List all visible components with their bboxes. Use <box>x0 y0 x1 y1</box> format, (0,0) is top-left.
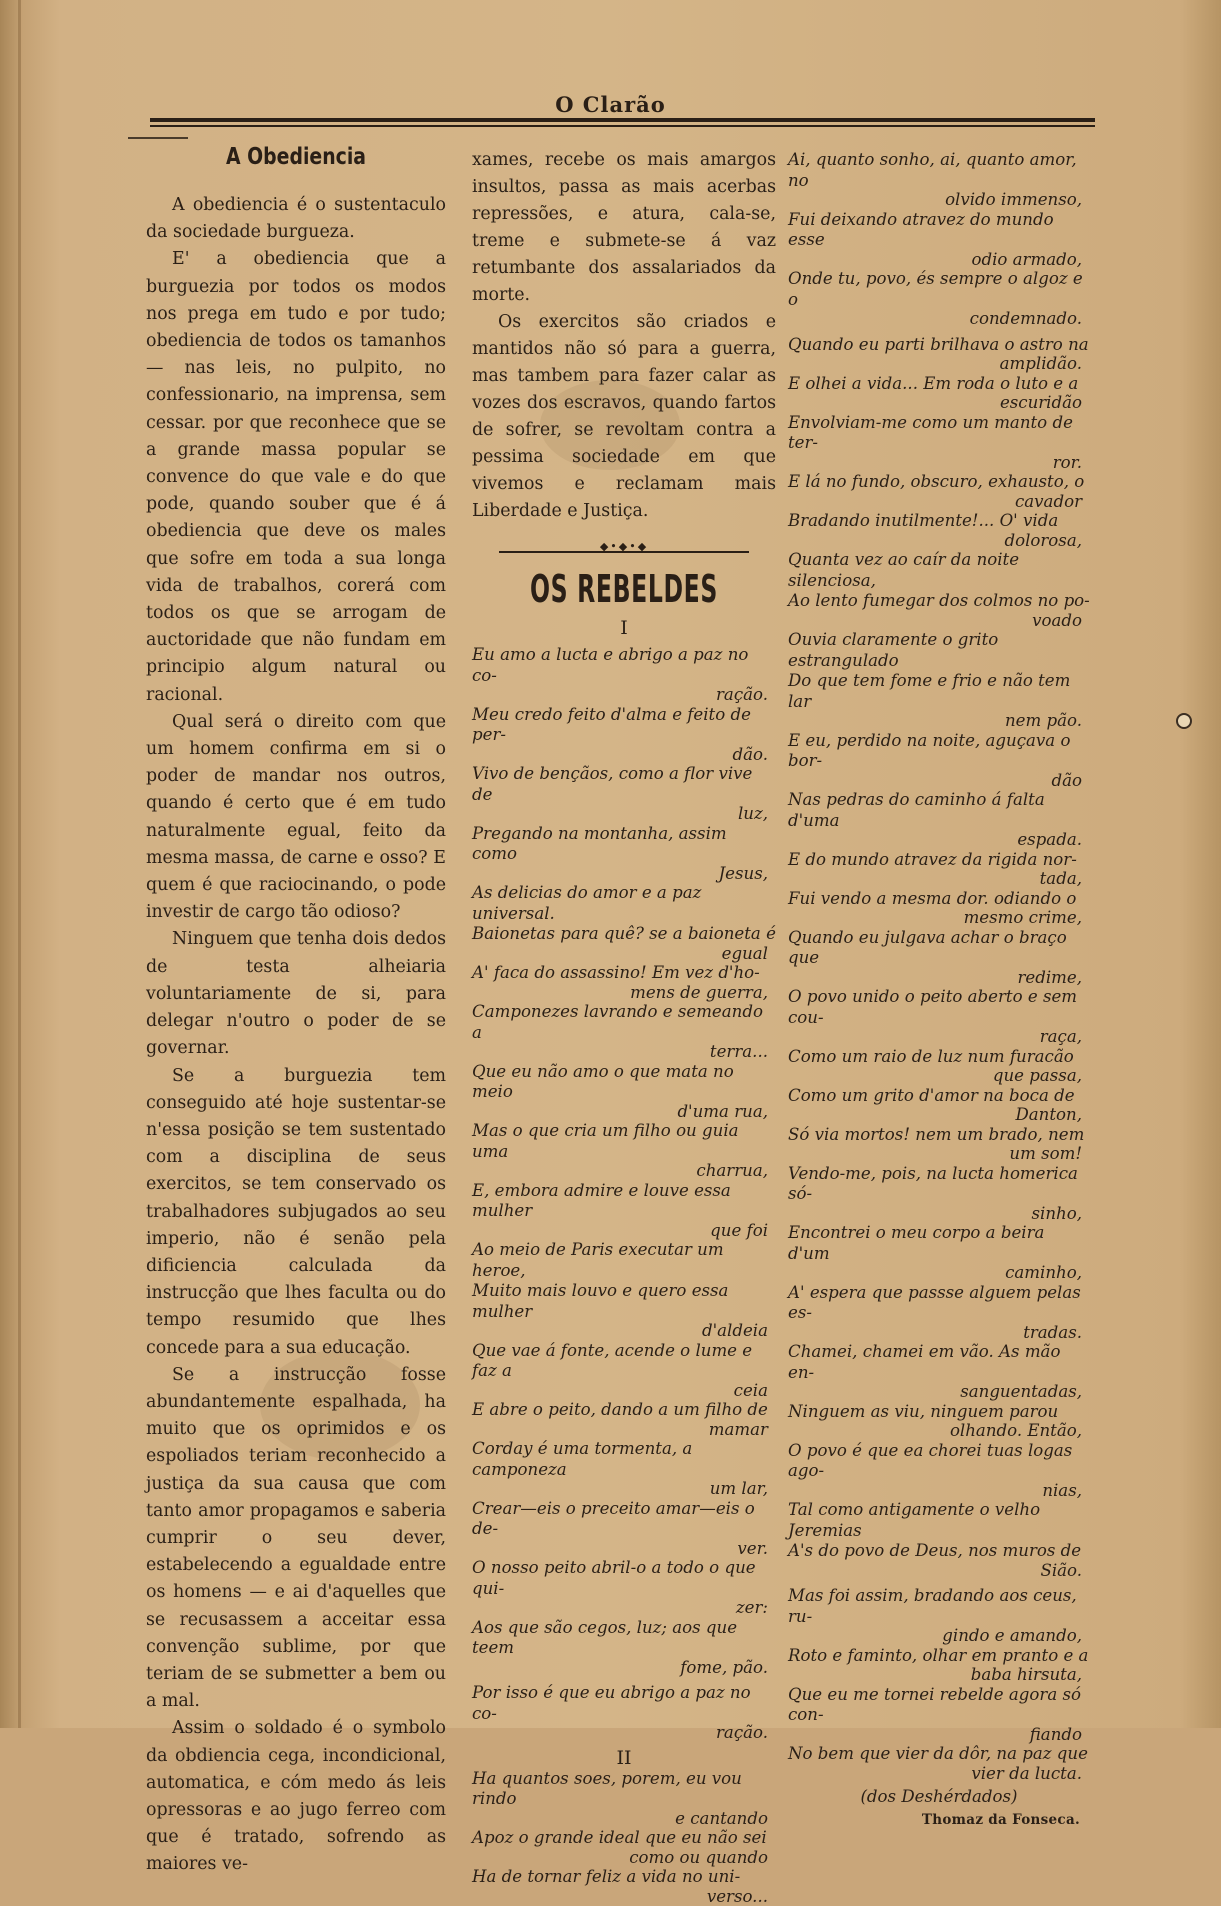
poem-line-continuation: escuridão <box>788 394 1090 413</box>
poem-line-continuation: egual <box>472 945 776 964</box>
poem-line-text: Ao lento fumegar dos colmos no po- <box>788 591 1090 612</box>
poem-line-continuation: dolorosa, <box>788 532 1090 551</box>
ornament-divider <box>499 547 749 557</box>
poem-line-continuation: voado <box>788 612 1090 631</box>
poem-title: OS REBELDES <box>530 567 718 611</box>
poem-line-text: A' espera que passse alguem pelas es- <box>788 1283 1090 1324</box>
poem-line <box>788 928 1090 988</box>
poem-line <box>472 924 776 963</box>
page-fold <box>18 0 21 1728</box>
poem-line <box>788 150 1090 210</box>
poem-line <box>472 1181 776 1241</box>
poem-line-continuation: mens de guerra, <box>472 984 776 1003</box>
poem-line <box>788 1541 1090 1580</box>
poem-line-continuation: fiando <box>788 1726 1090 1745</box>
poem-line <box>472 1499 776 1559</box>
poem-line-continuation: ver. <box>472 1540 776 1559</box>
poem-line-text: Roto e faminto, olhar em pranto e a <box>788 1646 1090 1667</box>
poem-line <box>788 550 1090 591</box>
poem-line-text: E do mundo atravez da rigida nor- <box>788 850 1090 871</box>
poem-line <box>472 1062 776 1122</box>
poem-author: Thomaz da Fonseca. <box>788 1812 1090 1828</box>
poem-line-text: Meu credo feito d'alma e feito de per- <box>472 705 776 746</box>
poem-line <box>788 1086 1090 1125</box>
poem-line <box>788 987 1090 1047</box>
poem-line-text: Camponezes lavrando e semeando a <box>472 1002 776 1043</box>
poem-line-text: Nas pedras do caminho á falta d'uma <box>788 790 1090 831</box>
poem-line-text: Ouvia claramente o grito estrangulado <box>788 630 1090 671</box>
poem-line-continuation: redime, <box>788 969 1090 988</box>
poem-line <box>788 731 1090 791</box>
poem-line-continuation: olhando. Então, <box>788 1422 1090 1441</box>
poem-line <box>472 1281 776 1341</box>
poem-line-continuation: condemnado. <box>788 310 1090 329</box>
poem-line-text: Que vae á fonte, acende o lume e faz a <box>472 1341 776 1382</box>
poem-line-continuation: fome, pão. <box>472 1659 776 1678</box>
poem-line-continuation: Sião. <box>788 1562 1090 1581</box>
poem-line-continuation: ração. <box>472 686 776 705</box>
masthead-title: O Clarão <box>0 92 1221 117</box>
poem-line <box>472 1002 776 1062</box>
poem-line <box>788 1586 1090 1646</box>
poem-line <box>788 1685 1090 1745</box>
poem-line-text: E eu, perdido na noite, aguçava o bor- <box>788 731 1090 772</box>
poem-line <box>788 1500 1090 1541</box>
poem-line-continuation: caminho, <box>788 1264 1090 1283</box>
poem-line-text: Quando eu parti brilhava o astro na <box>788 335 1090 356</box>
poem-line-text: Crear—eis o preceito amar—eis o de- <box>472 1499 776 1540</box>
poem-line-text: Por isso é que eu abrigo a paz no co- <box>472 1683 776 1724</box>
poem-line <box>788 1283 1090 1343</box>
article-body <box>146 192 446 1879</box>
poem-line-continuation: mamar <box>472 1421 776 1440</box>
poem-line-text: Onde tu, povo, és sempre o algoz e o <box>788 269 1090 310</box>
poem-line <box>788 1402 1090 1441</box>
poem-line <box>788 790 1090 850</box>
poem-line <box>472 1683 776 1743</box>
poem-line <box>788 269 1090 329</box>
poem-line-continuation: raça, <box>788 1028 1090 1047</box>
poem-line-text: Tal como antigamente o velho Jeremias <box>788 1500 1090 1541</box>
poem-line <box>472 883 776 924</box>
poem-line-text: Só via mortos! nem um brado, nem <box>788 1125 1090 1146</box>
poem-line <box>788 591 1090 630</box>
poem-line <box>472 1618 776 1678</box>
poem-line <box>788 210 1090 270</box>
paragraph: xames, recebe os mais amargos insultos, passa as mais acerbas repressões, e atura, cala-se, treme e submete-se á vaz retumbante dos assalariados da morte. <box>472 147 776 309</box>
poem-line <box>472 1828 776 1867</box>
column-middle <box>472 147 776 1906</box>
poem-line-continuation: baba hirsuta, <box>788 1666 1090 1685</box>
binding-hole <box>1176 713 1192 729</box>
poem-line-continuation: olvido immenso, <box>788 191 1090 210</box>
poem-line-continuation: tada, <box>788 870 1090 889</box>
article-continuation <box>472 147 776 525</box>
poem-line <box>788 374 1090 413</box>
poem-line-text: Mas o que cria um filho ou guia uma <box>472 1121 776 1162</box>
poem-line-text: O povo unido o peito aberto e sem cou- <box>788 987 1090 1028</box>
poem-line-text: Apoz o grande ideal que eu não sei <box>472 1828 776 1849</box>
poem-line-text: Corday é uma tormenta, a camponeza <box>472 1439 776 1480</box>
poem-stanza <box>472 1769 776 1906</box>
poem-line-continuation: mesmo crime, <box>788 909 1090 928</box>
poem-line-text: Mas foi assim, bradando aos ceus, ru- <box>788 1586 1090 1627</box>
poem-line <box>472 1558 776 1618</box>
poem-line-continuation: Danton, <box>788 1106 1090 1125</box>
poem-line-continuation: luz, <box>472 805 776 824</box>
poem-line <box>788 1164 1090 1224</box>
poem-line <box>788 1441 1090 1501</box>
poem-line-continuation: espada. <box>788 831 1090 850</box>
poem-line-continuation: como ou quando <box>472 1849 776 1868</box>
poem-line <box>472 1769 776 1829</box>
masthead-rule <box>150 125 1095 127</box>
poem-line <box>472 963 776 1002</box>
poem-line-continuation: ração. <box>472 1724 776 1743</box>
poem-line <box>472 1439 776 1499</box>
poem-line-text: A' faca do assassino! Em vez d'ho- <box>472 963 776 984</box>
paragraph: Se a burguezia tem conseguido até hoje sustentar-se n'essa posição se tem sustentado com a disciplina de seus exercitos, se tem conservado os trabalhadores subjugados ao seu imperio, não é senão pela dificiencia calculada da instrucção que lhes faculta ou do tempo resumido que lhes concede para a sua educação. <box>146 1063 446 1362</box>
poem-line <box>788 472 1090 511</box>
poem-line-continuation: sanguentadas, <box>788 1383 1090 1402</box>
poem-line <box>472 824 776 884</box>
poem-line-text: No bem que vier da dôr, na paz que <box>788 1744 1090 1765</box>
poem-line-text: Ha quantos soes, porem, eu vou rindo <box>472 1769 776 1810</box>
poem-stanza <box>788 150 1090 1783</box>
poem-line-continuation: terra... <box>472 1043 776 1062</box>
poem-line-text: Ai, quanto sonho, ai, quanto amor, no <box>788 150 1090 191</box>
poem-line <box>472 1341 776 1401</box>
poem-line-text: Fui deixando atravez do mundo esse <box>788 210 1090 251</box>
poem-line <box>788 1047 1090 1086</box>
poem-line <box>788 1646 1090 1685</box>
poem-line-text: E, embora admire e louve essa mulher <box>472 1181 776 1222</box>
column-right <box>788 150 1090 1828</box>
poem-line-text: E abre o peito, dando a um filho de <box>472 1400 776 1421</box>
poem-line-continuation: zer: <box>472 1599 776 1618</box>
poem-line <box>788 1342 1090 1402</box>
poem-line-continuation: d'aldeia <box>472 1322 776 1341</box>
poem-line-text: Fui vendo a mesma dor. odiando o <box>788 889 1090 910</box>
poem-line-text: Quando eu julgava achar o braço que <box>788 928 1090 969</box>
poem-line-text: Ninguem as viu, ninguem parou <box>788 1402 1090 1423</box>
poem-stanza <box>472 645 776 1743</box>
poem-line <box>788 335 1090 374</box>
poem-line <box>788 1125 1090 1164</box>
poem-line <box>472 705 776 765</box>
poem-line <box>472 1240 776 1281</box>
poem-section-number: I <box>472 617 776 639</box>
poem-line-text: Ao meio de Paris executar um heroe, <box>472 1240 776 1281</box>
poem-line-text: Eu amo a lucta e abrigo a paz no co- <box>472 645 776 686</box>
poem-line-continuation: ceia <box>472 1382 776 1401</box>
column-left <box>146 136 446 1879</box>
masthead-rule <box>150 118 1095 122</box>
poem-line-text: Envolviam-me como um manto de ter- <box>788 413 1090 454</box>
poem-line-text: E olhei a vida... Em roda o luto e a <box>788 374 1090 395</box>
poem-line <box>788 850 1090 889</box>
poem-line <box>472 645 776 705</box>
poem-line <box>788 511 1090 550</box>
paragraph: A obediencia é o sustentaculo da sociedade burgueza. <box>146 192 446 246</box>
poem-line-continuation: vier da lucta. <box>788 1765 1090 1784</box>
paragraph: Se a instrucção fosse abundantemente espalhada, ha muito que os oprimidos e os espoliados teriam reconhecido a justiça da sua causa que com tanto amor propagamos e saberia cumprir o seu dever, estabelecendo a egualdade entre os homens — e ai d'aquelles que se recusassem a acceitar essa convenção sublime, por que teriam de se submetter a bem ou a mal. <box>146 1362 446 1716</box>
poem-line-text: Pregando na montanha, assim como <box>472 824 776 865</box>
poem-line-continuation: dão. <box>472 746 776 765</box>
poem-line-continuation: que foi <box>472 1222 776 1241</box>
poem-line-text: O povo é que ea chorei tuas logas ago- <box>788 1441 1090 1482</box>
poem-line-text: A's do povo de Deus, nos muros de <box>788 1541 1090 1562</box>
poem-line-text: Vendo-me, pois, na lucta homerica só- <box>788 1164 1090 1205</box>
poem-line-continuation: odio armado, <box>788 251 1090 270</box>
poem-line-text: Aos que são cegos, luz; aos que teem <box>472 1618 776 1659</box>
poem-line-text: Que eu me tornei rebelde agora só con- <box>788 1685 1090 1726</box>
poem-line-continuation: verso... <box>472 1888 776 1906</box>
poem-line-text: Encontrei o meu corpo a beira d'um <box>788 1223 1090 1264</box>
poem-line <box>788 413 1090 473</box>
poem-line-continuation: charrua, <box>472 1162 776 1181</box>
poem-line-continuation: Jesus, <box>472 865 776 884</box>
poem-line <box>472 764 776 824</box>
paragraph: Assim o soldado é o symbolo da obdiencia cega, incondicional, automatica, e cóm medo ás leis opressoras e ao jugo ferreo com que é tratado, sofrendo as maiores ve- <box>146 1715 446 1878</box>
poem-line-continuation: d'uma rua, <box>472 1103 776 1122</box>
poem-line-continuation: gindo e amando, <box>788 1627 1090 1646</box>
poem-line-text: Ha de tornar feliz a vida no uni- <box>472 1867 776 1888</box>
poem-line <box>788 630 1090 671</box>
poem-line-continuation: nem pão. <box>788 712 1090 731</box>
poem-line-continuation: um som! <box>788 1145 1090 1164</box>
paragraph: Ninguem que tenha dois dedos de testa alheiaria voluntariamente de si, para delegar n'outro o poder de se governar. <box>146 926 446 1062</box>
paragraph: E' a obediencia que a burguezia por todos os modos nos prega em tudo e por tudo; obediencia de todos os tamanhos — nas leis, no pulpito, no confessionario, na imprensa, sem cessar. por que reconhece que se a grande massa popular se convence do que vale e do que pode, quando souber que é á obediencia que deve os males que sofre em toda a sua longa vida de trabalhos, corerá com todos os que se arrogam de auctoridade que não fundam em principio algum natural ou racional. <box>146 246 446 708</box>
poem-line-continuation: amplidão. <box>788 355 1090 374</box>
poem-line-continuation: e cantando <box>472 1810 776 1829</box>
poem-line <box>472 1867 776 1906</box>
poem-line <box>472 1400 776 1439</box>
poem-line-text: E lá no fundo, obscuro, exhausto, o <box>788 472 1090 493</box>
poem-line <box>788 1223 1090 1283</box>
paragraph: Os exercitos são criados e mantidos não só para a guerra, mas tambem para fazer calar as vozes dos escravos, quando fartos de sofrer, se revoltam contra a pessima sociedade em que vivemos e reclamam mais Liberdade e Justiça. <box>472 309 776 525</box>
poem-source: (dos Deshérdados) <box>788 1787 1090 1806</box>
poem-line <box>788 1744 1090 1783</box>
poem-line-text: Baionetas para quê? se a baioneta é <box>472 924 776 945</box>
poem-line-continuation: nias, <box>788 1482 1090 1501</box>
poem-line-text: O nosso peito abril-o a todo o que qui- <box>472 1558 776 1599</box>
poem-line <box>788 889 1090 928</box>
paragraph: Qual será o direito com que um homem confirma em si o poder de mandar nos outros, quando é certo que é em tudo naturalmente egual, feito da mesma massa, de carne e osso? E quem é que raciocinando, o pode investir de cargo tão odioso? <box>146 709 446 927</box>
poem-line-continuation: ror. <box>788 454 1090 473</box>
poem-line-text: Quanta vez ao caír da noite silenciosa, <box>788 550 1090 591</box>
poem-line-text: Vivo de bençãos, como a flor vive de <box>472 764 776 805</box>
poem-line-text: Que eu não amo o que mata no meio <box>472 1062 776 1103</box>
poem-line-text: Bradando inutilmente!... O' vida <box>788 511 1090 532</box>
poem-line-text: Como um grito d'amor na boca de <box>788 1086 1090 1107</box>
poem-line-continuation: cavador <box>788 493 1090 512</box>
poem-line-continuation: sinho, <box>788 1205 1090 1224</box>
poem-line <box>788 671 1090 731</box>
poem-line-text: Muito mais louvo e quero essa mulher <box>472 1281 776 1322</box>
article-title: A Obediencia <box>173 144 419 170</box>
poem-line <box>472 1121 776 1181</box>
poem-line-text: As delicias do amor e a paz universal. <box>472 883 776 924</box>
poem-line-continuation: dão <box>788 772 1090 791</box>
poem-line-continuation: um lar, <box>472 1480 776 1499</box>
poem-section-number: II <box>472 1747 776 1769</box>
poem-line-continuation: tradas. <box>788 1324 1090 1343</box>
poem-line-text: Como um raio de luz num furacão <box>788 1047 1090 1068</box>
poem-line-text: Do que tem fome e frio e não tem lar <box>788 671 1090 712</box>
poem-line-text: Chamei, chamei em vão. As mão en- <box>788 1342 1090 1383</box>
poem-line-continuation: que passa, <box>788 1067 1090 1086</box>
